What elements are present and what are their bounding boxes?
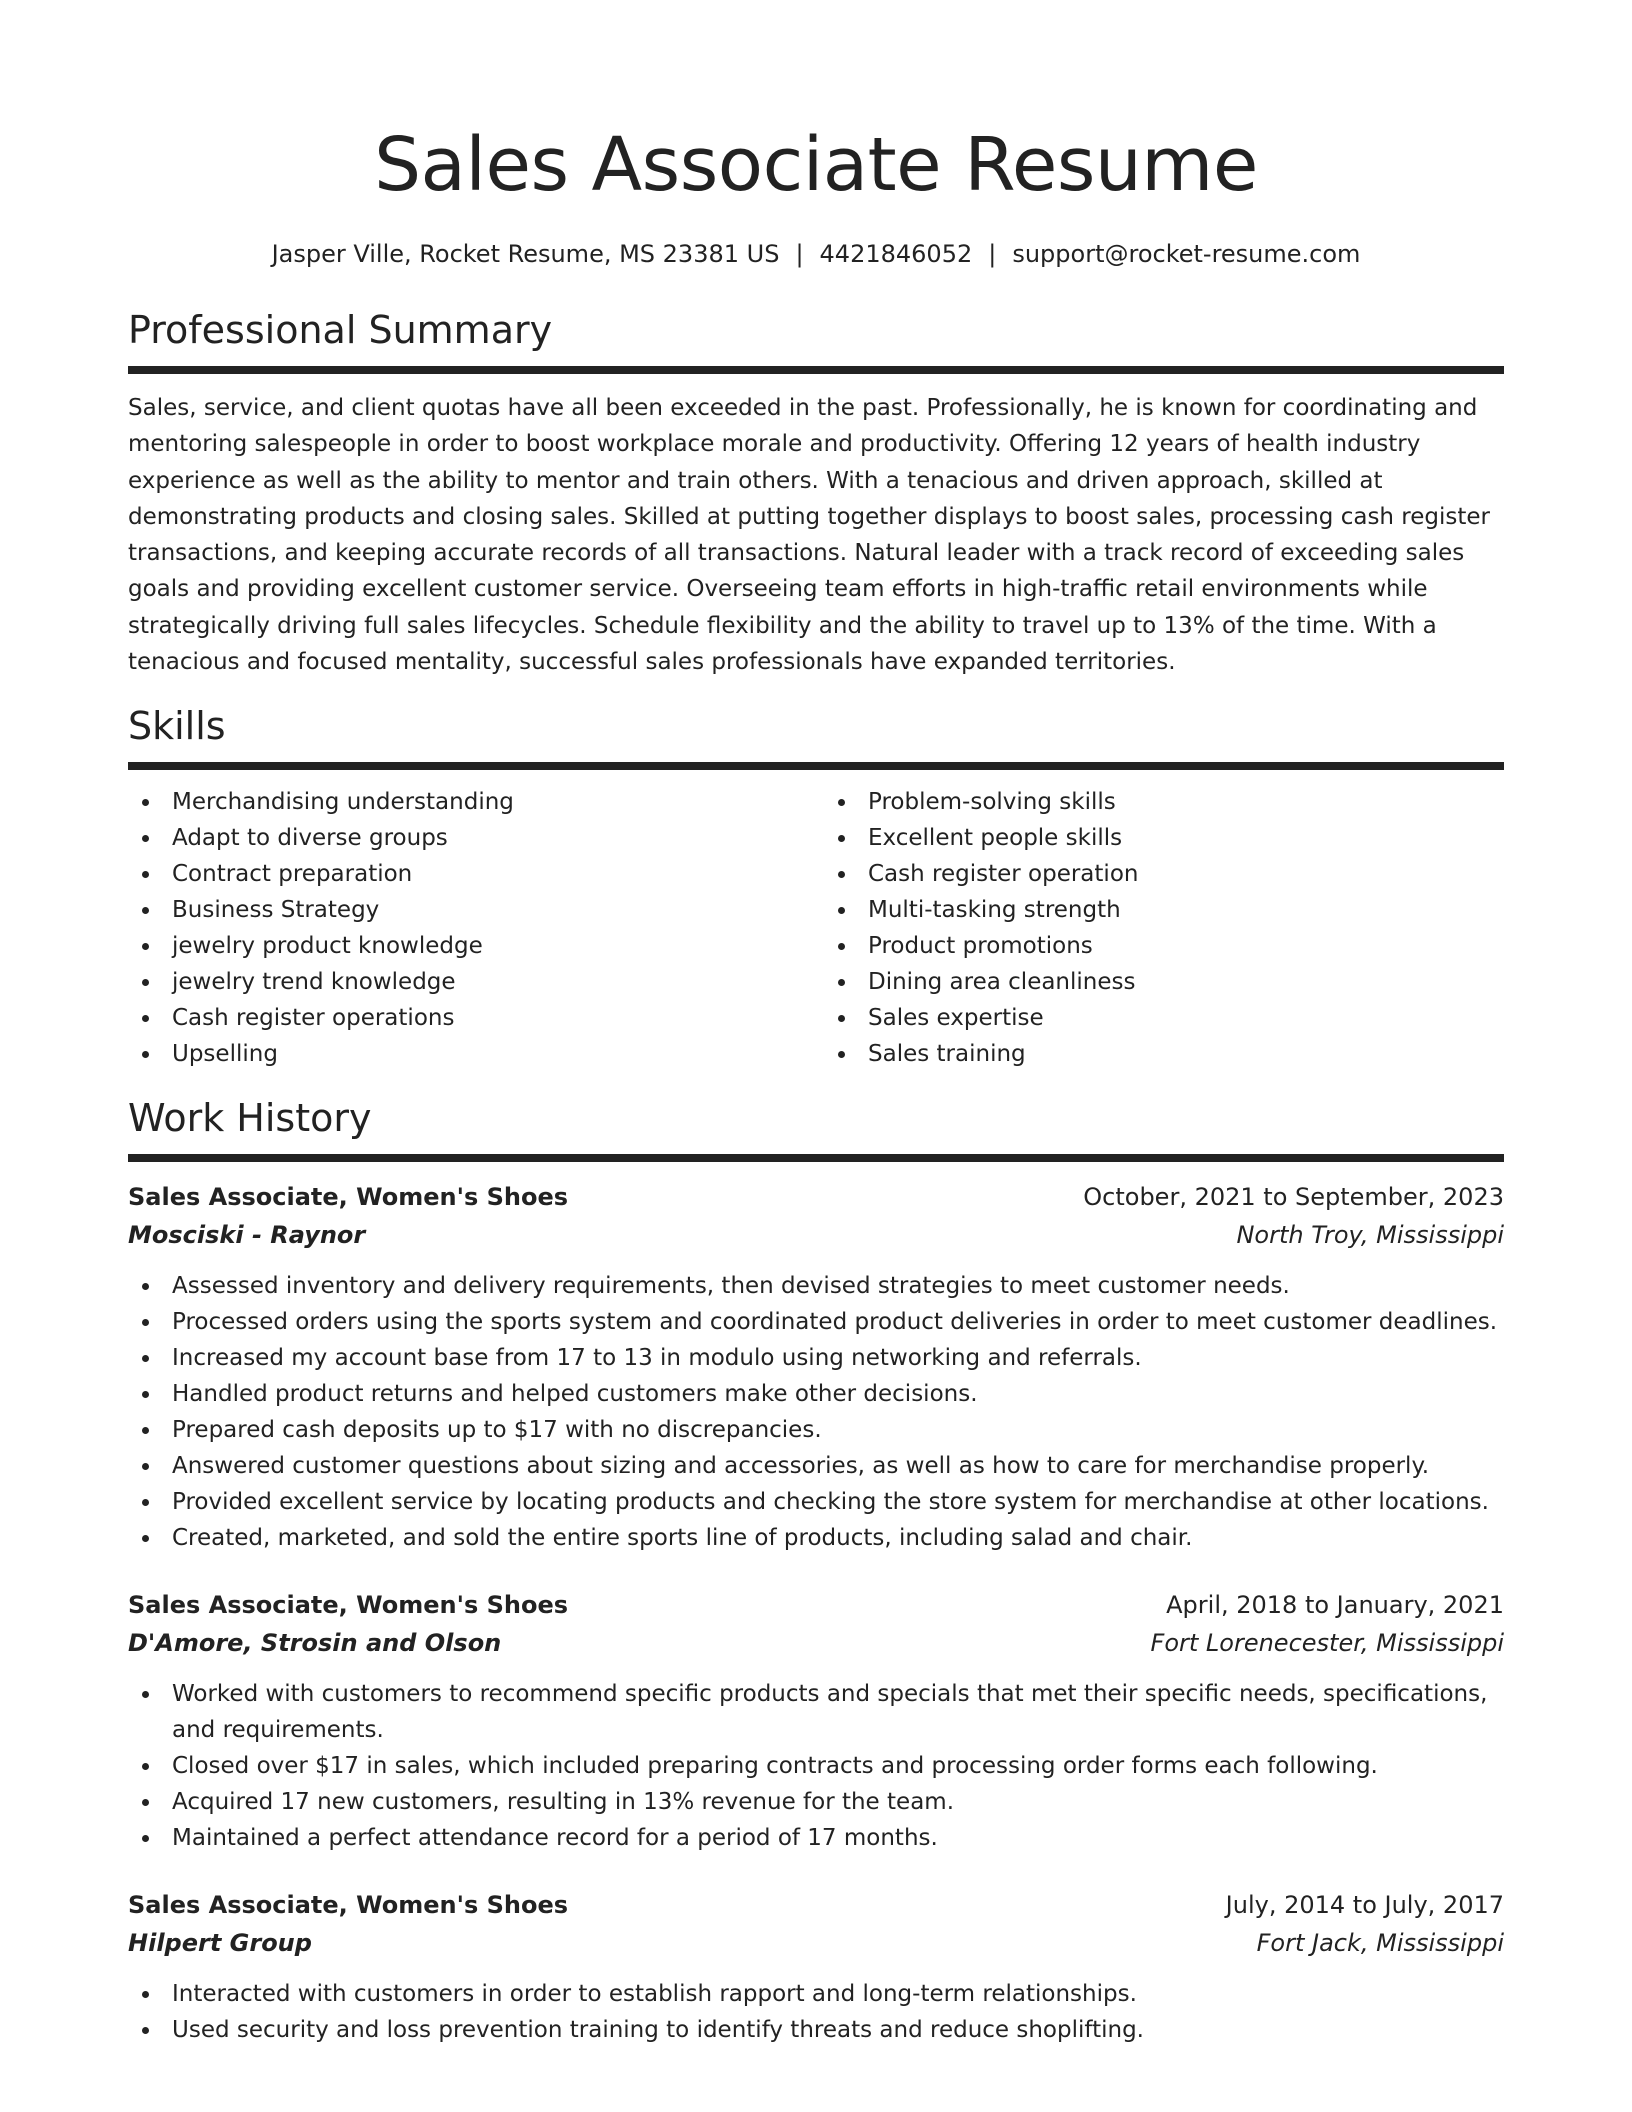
job-bullet: Assessed inventory and delivery requirements, then devised strategies to meet customer needs.	[128, 1268, 1504, 1304]
job-header	[128, 1886, 1504, 1924]
job-subheader	[128, 1924, 1504, 1962]
job-bullet-list	[128, 1676, 1504, 1856]
section-heading-work-history: Work History	[128, 1096, 372, 1141]
skill-item: Sales expertise	[824, 1000, 1504, 1036]
job-entry	[128, 1886, 1504, 2048]
contact-address: Jasper Ville, Rocket Resume, MS 23381 US	[271, 240, 780, 268]
skill-item: Business Strategy	[128, 892, 816, 928]
job-header	[128, 1178, 1504, 1216]
skill-item: Multi-tasking strength	[824, 892, 1504, 928]
work-history-section	[128, 1096, 1504, 2048]
job-bullet: Handled product returns and helped customers make other decisions.	[128, 1376, 1504, 1412]
job-bullet-list	[128, 1976, 1504, 2048]
job-entry	[128, 1178, 1504, 1556]
skill-item: Problem-solving skills	[824, 784, 1504, 820]
skills-columns	[128, 784, 1504, 1072]
job-bullet: Worked with customers to recommend specific products and specials that met their specific needs, specifications, and requirements.	[128, 1676, 1504, 1748]
job-bullet: Interacted with customers in order to establish rapport and long-term relationships.	[128, 1976, 1504, 2012]
job-bullet-list	[128, 1268, 1504, 1556]
job-bullet: Maintained a perfect attendance record for a period of 17 months.	[128, 1820, 1504, 1856]
skill-item: Excellent people skills	[824, 820, 1504, 856]
skill-item: Adapt to diverse groups	[128, 820, 816, 856]
job-header	[128, 1586, 1504, 1624]
skills-column-right	[816, 784, 1504, 1072]
job-location: North Troy, Mississippi	[1236, 1221, 1504, 1250]
job-bullet: Created, marketed, and sold the entire sports line of products, including salad and chair.	[128, 1520, 1504, 1556]
contact-email: support@rocket-resume.com	[1012, 240, 1361, 268]
skill-item: Cash register operations	[128, 1000, 816, 1036]
job-entry	[128, 1586, 1504, 1856]
job-bullet: Answered customer questions about sizing and accessories, as well as how to care for merchandise properly.	[128, 1448, 1504, 1484]
summary-text: Sales, service, and client quotas have all been exceeded in the past. Professionally, he is known for coordinating and mentoring salespeople in order to boost workplace morale and productivity. Offering 12 years of health industry experience as well as the ability to mentor and train others. With a tenacious and driven approach, skilled at demonstrating products and closing sales. Skilled at putting together displays to boost sales, processing cash register transactions, and keeping accurate records of all transactions. Natural leader with a track record of exceeding sales goals and providing excellent customer service. Overseeing team efforts in high-traffic retail environments while strategically driving full sales lifecycles. Schedule flexibility and the ability to travel up to 13% of the time. With a tenacious and focused mentality, successful sales professionals have expanded territories.	[128, 395, 1491, 676]
skills-column-left	[128, 784, 816, 1072]
skill-item: jewelry product knowledge	[128, 928, 816, 964]
skill-item: jewelry trend knowledge	[128, 964, 816, 1000]
resume-title: Sales Associate Resume	[374, 122, 1258, 208]
job-location: Fort Jack, Mississippi	[1256, 1929, 1504, 1958]
contact-separator: |	[795, 240, 804, 268]
skill-item: Contract preparation	[128, 856, 816, 892]
job-bullet: Provided excellent service by locating products and checking the store system for merchandise at other locations.	[128, 1484, 1504, 1520]
contact-separator: |	[988, 240, 997, 268]
skill-item: Merchandising understanding	[128, 784, 816, 820]
skill-item: Dining area cleanliness	[824, 964, 1504, 1000]
skill-item: Sales training	[824, 1036, 1504, 1072]
section-divider	[128, 366, 1504, 374]
job-dates: July, 2014 to July, 2017	[1225, 1891, 1504, 1920]
skills-section	[128, 704, 1504, 1072]
job-bullet: Used security and loss prevention training to identify threats and reduce shoplifting.	[128, 2012, 1504, 2048]
job-bullet: Processed orders using the sports system and coordinated product deliveries in order to meet customer deadlines.	[128, 1304, 1504, 1340]
job-bullet: Acquired 17 new customers, resulting in 13% revenue for the team.	[128, 1784, 1504, 1820]
job-bullet: Increased my account base from 17 to 13 in modulo using networking and referrals.	[128, 1340, 1504, 1376]
job-company: Mosciski - Raynor	[128, 1221, 366, 1250]
job-location: Fort Lorenecester, Mississippi	[1150, 1629, 1504, 1658]
skill-item: Cash register operation	[824, 856, 1504, 892]
job-subheader	[128, 1624, 1504, 1662]
job-dates: October, 2021 to September, 2023	[1083, 1183, 1504, 1212]
job-dates: April, 2018 to January, 2021	[1166, 1591, 1504, 1620]
skill-item: Product promotions	[824, 928, 1504, 964]
job-title: Sales Associate, Women's Shoes	[128, 1891, 569, 1920]
job-title: Sales Associate, Women's Shoes	[128, 1183, 569, 1212]
skill-item: Upselling	[128, 1036, 816, 1072]
job-title: Sales Associate, Women's Shoes	[128, 1591, 569, 1620]
job-company: Hilpert Group	[128, 1929, 312, 1958]
job-company: D'Amore, Strosin and Olson	[128, 1629, 502, 1658]
job-subheader	[128, 1216, 1504, 1254]
job-bullet: Prepared cash deposits up to $17 with no discrepancies.	[128, 1412, 1504, 1448]
section-heading-summary: Professional Summary	[128, 308, 553, 352]
summary-section	[128, 308, 1504, 680]
section-divider	[128, 762, 1504, 770]
section-heading-skills: Skills	[128, 704, 226, 749]
contact-phone: 4421846052	[819, 240, 973, 268]
job-bullet: Closed over $17 in sales, which included preparing contracts and processing order forms each following.	[128, 1748, 1504, 1784]
contact-line	[128, 238, 1504, 270]
section-divider	[128, 1154, 1504, 1162]
